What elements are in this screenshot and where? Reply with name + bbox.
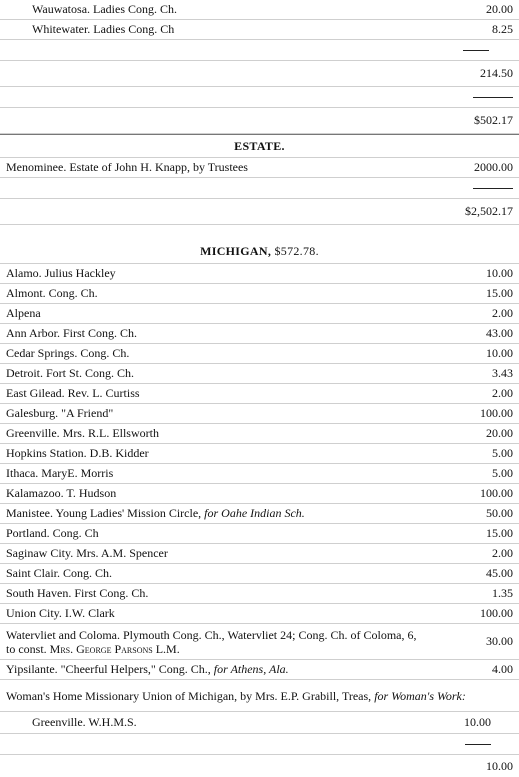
sum-rule bbox=[0, 178, 519, 199]
list-item bbox=[0, 384, 519, 404]
grand-total-row bbox=[0, 199, 519, 225]
list-item bbox=[0, 564, 519, 584]
donor-label: Greenville. W.H.M.S. bbox=[32, 715, 137, 729]
donation-amount: 5.00 bbox=[492, 446, 513, 460]
donation-amount: 45.00 bbox=[486, 566, 513, 580]
subtotal-row bbox=[0, 61, 519, 87]
state-total-amount: $502.17 bbox=[474, 113, 513, 127]
donor-label: East Gilead. Rev. L. Curtiss bbox=[6, 386, 140, 400]
michigan-total: $572.78. bbox=[274, 244, 319, 258]
donor-label: Wauwatosa. Ladies Cong. Ch. bbox=[32, 2, 178, 16]
donor-label: Alpena bbox=[6, 306, 41, 320]
donor-label: Union City. I.W. Clark bbox=[6, 606, 115, 620]
donation-amount: 10.00 bbox=[486, 346, 513, 360]
donation-amount: 2.00 bbox=[492, 386, 513, 400]
donor-label: Portland. Cong. Ch bbox=[6, 526, 99, 540]
list-item bbox=[0, 0, 519, 20]
grand-total-amount: $2,502.17 bbox=[465, 204, 513, 218]
list-item bbox=[0, 584, 519, 604]
donation-amount: 3.43 bbox=[492, 366, 513, 380]
donation-amount: 15.00 bbox=[486, 526, 513, 540]
donation-amount: 4.00 bbox=[492, 662, 513, 676]
donation-amount: 15.00 bbox=[486, 286, 513, 300]
list-item bbox=[0, 484, 519, 504]
donor-label: Menominee. Estate of John H. Knapp, by Trustees bbox=[6, 160, 248, 174]
list-item bbox=[0, 624, 519, 660]
donation-amount: 100.00 bbox=[480, 606, 513, 620]
list-item bbox=[0, 20, 519, 40]
donor-label: Detroit. Fort St. Cong. Ch. bbox=[6, 366, 135, 380]
donation-amount: 20.00 bbox=[486, 2, 513, 16]
spacer bbox=[0, 225, 519, 239]
donor-label: Alamo. Julius Hackley bbox=[6, 266, 116, 280]
list-item bbox=[0, 604, 519, 624]
donor-label: Watervliet and Coloma. Plymouth Cong. Ch., Watervliet 24; Cong. Ch. of Coloma, 6, to const. Mrs. George Parsons L.M. bbox=[6, 627, 417, 656]
donor-label: Woman's Home Missionary Union of Michigan, by Mrs. E.P. Grabill, Treas, for Woman's Work: bbox=[6, 688, 466, 703]
sum-rule bbox=[0, 734, 519, 755]
list-item bbox=[0, 444, 519, 464]
sum-rule bbox=[0, 40, 519, 61]
donor-label: Saint Clair. Cong. Ch. bbox=[6, 566, 113, 580]
donation-amount: 2.00 bbox=[492, 306, 513, 320]
donor-label: Whitewater. Ladies Cong. Ch bbox=[32, 22, 175, 36]
list-item bbox=[0, 364, 519, 384]
list-item bbox=[0, 424, 519, 444]
list-item bbox=[0, 524, 519, 544]
section-heading-estate: ESTATE. bbox=[0, 134, 519, 158]
donor-label: Ann Arbor. First Cong. Ch. bbox=[6, 326, 138, 340]
list-item bbox=[0, 504, 519, 524]
donation-amount: 2.00 bbox=[492, 546, 513, 560]
final-total-row bbox=[0, 755, 519, 777]
list-item bbox=[0, 712, 519, 734]
donor-label: Almont. Cong. Ch. bbox=[6, 286, 98, 300]
donor-label: Manistee. Young Ladies' Mission Circle, for Oahe Indian Sch. bbox=[6, 506, 305, 520]
donation-amount: 50.00 bbox=[486, 506, 513, 520]
list-item bbox=[0, 284, 519, 304]
list-item bbox=[0, 660, 519, 680]
donor-label: Yipsilante. "Cheerful Helpers," Cong. Ch., for Athens, Ala. bbox=[6, 662, 289, 676]
list-item bbox=[0, 264, 519, 284]
list-item bbox=[0, 324, 519, 344]
subtotal-amount: 214.50 bbox=[480, 66, 513, 80]
donation-amount: 5.00 bbox=[492, 466, 513, 480]
list-item bbox=[0, 544, 519, 564]
donation-amount: 1.35 bbox=[492, 586, 513, 600]
donation-amount: 8.25 bbox=[492, 22, 513, 36]
donor-label: Ithaca. MaryE. Morris bbox=[6, 466, 114, 480]
donor-label: Greenville. Mrs. R.L. Ellsworth bbox=[6, 426, 159, 440]
list-item bbox=[0, 344, 519, 364]
donation-amount: 2000.00 bbox=[474, 160, 513, 174]
donation-amount: 20.00 bbox=[486, 426, 513, 440]
donation-amount: 30.00 bbox=[486, 634, 513, 648]
donor-label: Kalamazoo. T. Hudson bbox=[6, 486, 117, 500]
donor-label: Cedar Springs. Cong. Ch. bbox=[6, 346, 130, 360]
sum-rule bbox=[0, 87, 519, 108]
list-item bbox=[0, 404, 519, 424]
donation-amount: 100.00 bbox=[480, 486, 513, 500]
michigan-title: MICHIGAN, bbox=[200, 244, 272, 258]
donor-label: Galesburg. "A Friend" bbox=[6, 406, 114, 420]
list-item bbox=[0, 464, 519, 484]
donation-amount: 10.00 bbox=[486, 266, 513, 280]
list-item bbox=[0, 680, 519, 712]
donation-amount: 10.00 bbox=[464, 715, 491, 729]
section-heading-michigan bbox=[0, 239, 519, 264]
donor-label: South Haven. First Cong. Ch. bbox=[6, 586, 149, 600]
final-total-amount: 10.00 bbox=[486, 758, 513, 773]
donor-label: Saginaw City. Mrs. A.M. Spencer bbox=[6, 546, 168, 560]
donor-label: Hopkins Station. D.B. Kidder bbox=[6, 446, 149, 460]
donation-amount: 43.00 bbox=[486, 326, 513, 340]
list-item bbox=[0, 158, 519, 178]
donation-amount: 100.00 bbox=[480, 406, 513, 420]
state-total-row bbox=[0, 108, 519, 134]
list-item bbox=[0, 304, 519, 324]
